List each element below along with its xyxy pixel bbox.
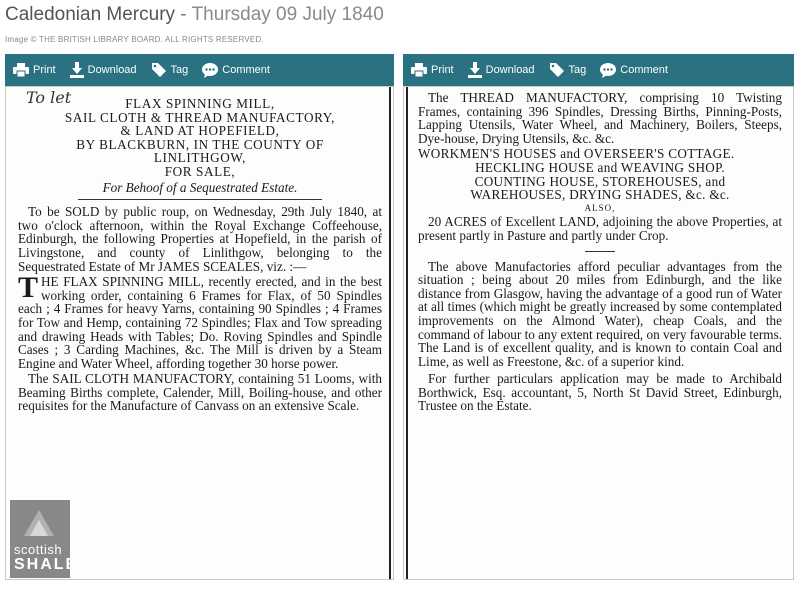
divider (585, 251, 615, 252)
title-line: BY BLACKBURN, IN THE COUNTY OF (76, 136, 324, 152)
column-rule (389, 87, 391, 579)
download-icon (70, 62, 84, 78)
shale-bing-icon (24, 506, 54, 536)
thread-paragraph: The THREAD MANUFACTORY, comprising 10 Twisting Frames, containing 396 Spindles, Dressing Births, Pinning-Posts, Lapping Utensils, Water Wheel, and Machinery, Boilers, Steeps, Dye-house, Drying Utensils, &c. &c. (418, 90, 782, 146)
printer-icon (13, 63, 29, 77)
publication-title: Caledonian Mercury (5, 4, 176, 25)
title-line: SAIL CLOTH & THREAD MANUFACTORY, (64, 109, 336, 125)
download-label: Download (485, 64, 535, 76)
scottish-shale-watermark (10, 500, 79, 578)
print-label: Print (431, 64, 454, 76)
title-line: & LAND AT HOPEFIELD, (120, 123, 280, 139)
advert-subtitle: For Behoof of a Sequestrated Estate. (102, 179, 298, 195)
header-separator: - (175, 4, 192, 25)
also-label: ALSO, (584, 202, 616, 213)
clipping-right[interactable] (403, 86, 794, 580)
comment-button[interactable] (600, 63, 668, 78)
comment-icon (600, 63, 616, 78)
handwritten-note: To let (26, 88, 72, 107)
download-icon (468, 62, 482, 78)
advantages-paragraph: The above Manufactories afford peculiar advantages from the situation ; being about 20 miles from Edinburgh, and the like distance from Glasgow, having the advantage of a good run of Water at all times (which might be greatly increased by some contemplated improvements on the Almond Water), cheap Coals, and the command of labour to any extent required, on very favourable terms. The Land is of excellent quality, and is known to contain Coal and Lime, as well as Freestone, &c. of a superior kind. (418, 258, 782, 369)
article-left (18, 88, 382, 414)
watermark-line1: scottish (14, 542, 63, 557)
counting-house: COUNTING HOUSE, STOREHOUSES, and (474, 173, 726, 189)
comment-button[interactable] (202, 63, 270, 78)
title-line: LINLITHGOW, (153, 150, 247, 166)
tag-label: Tag (170, 64, 189, 76)
printer-icon (411, 63, 427, 77)
drop-cap: T (18, 271, 39, 305)
mill-description: HE FLAX SPINNING MILL, recently erected, and in the best working order, containing 6 Frames for Flax, of 50 Spindles each ; 4 Frames for heavy Yarns, containing 90 Spindles ; 4 Frames for Tow and Hemp, containing 72 Spindles; Flax and Tow spreading and drawing Heads with Tables; Do. Roving Spindles and Spindle Cases ; 3 Carding Machines, &c. The Mill is driven by a Steam Engine and Water Wheel, affording together 30 horse power. (18, 274, 382, 371)
sale-intro: To be SOLD by public roup, on Wednesday, 29th July 1840, at two o'clock afternoon, within the Royal Exchange Coffeehouse, Edinburgh, the following Properties at Hopefield, in the parish of Livingstone, and county of Linlithgow, belonging to the Sequestrated Estate of Mr JAMES SCEALES, viz. :— (18, 204, 382, 274)
download-button[interactable] (70, 62, 137, 78)
image-credit: Image © THE BRITISH LIBRARY BOARD. ALL RIGHTS RESERVED. (5, 35, 264, 44)
print-button[interactable] (13, 63, 56, 77)
toolbar-left (5, 54, 394, 86)
title-line: FLAX SPINNING MILL, (125, 96, 275, 111)
print-label: Print (33, 64, 56, 76)
tag-icon (549, 62, 565, 78)
advert-title (18, 97, 382, 179)
warehouses: WAREHOUSES, DRYING SHADES, &c. &c. (470, 187, 730, 203)
sailcloth-paragraph: The SAIL CLOTH MANUFACTORY, containing 51 Looms, with Beaming Births complete, Calender, Mill, Boiling-house, and other requisites for the Manufacture of Canvass on an extensive Scale. (18, 371, 382, 414)
tag-label: Tag (568, 64, 587, 76)
further-particulars: For further particulars application may be made to Archibald Borthwick, Esq. accountant, 5, North St David Street, Edinburgh, Trustee on the Estate. (418, 371, 782, 414)
tag-button[interactable] (151, 62, 189, 78)
workmen-houses: WORKMEN'S HOUSES and OVERSEER'S COTTAGE. (418, 146, 735, 162)
page-header (5, 4, 384, 26)
print-button[interactable] (411, 63, 454, 77)
heckling-house: HECKLING HOUSE and WEAVING SHOP. (475, 159, 725, 175)
divider (78, 199, 322, 200)
download-label: Download (87, 64, 137, 76)
publication-date: Thursday 09 July 1840 (191, 4, 384, 25)
toolbar-right (403, 54, 794, 86)
tag-button[interactable] (549, 62, 587, 78)
tag-icon (151, 62, 167, 78)
mill-paragraph (18, 271, 382, 371)
comment-icon (202, 63, 218, 78)
watermark-line2: SHALE (14, 556, 79, 573)
title-line: FOR SALE, (164, 163, 236, 179)
comment-label: Comment (620, 64, 668, 76)
article-right (418, 91, 782, 413)
download-button[interactable] (468, 62, 535, 78)
acres-paragraph: 20 ACRES of Excellent LAND, adjoining the above Properties, at present partly in Pasture and partly under Crop. (418, 214, 782, 243)
comment-label: Comment (222, 64, 270, 76)
column-rule (406, 87, 408, 579)
